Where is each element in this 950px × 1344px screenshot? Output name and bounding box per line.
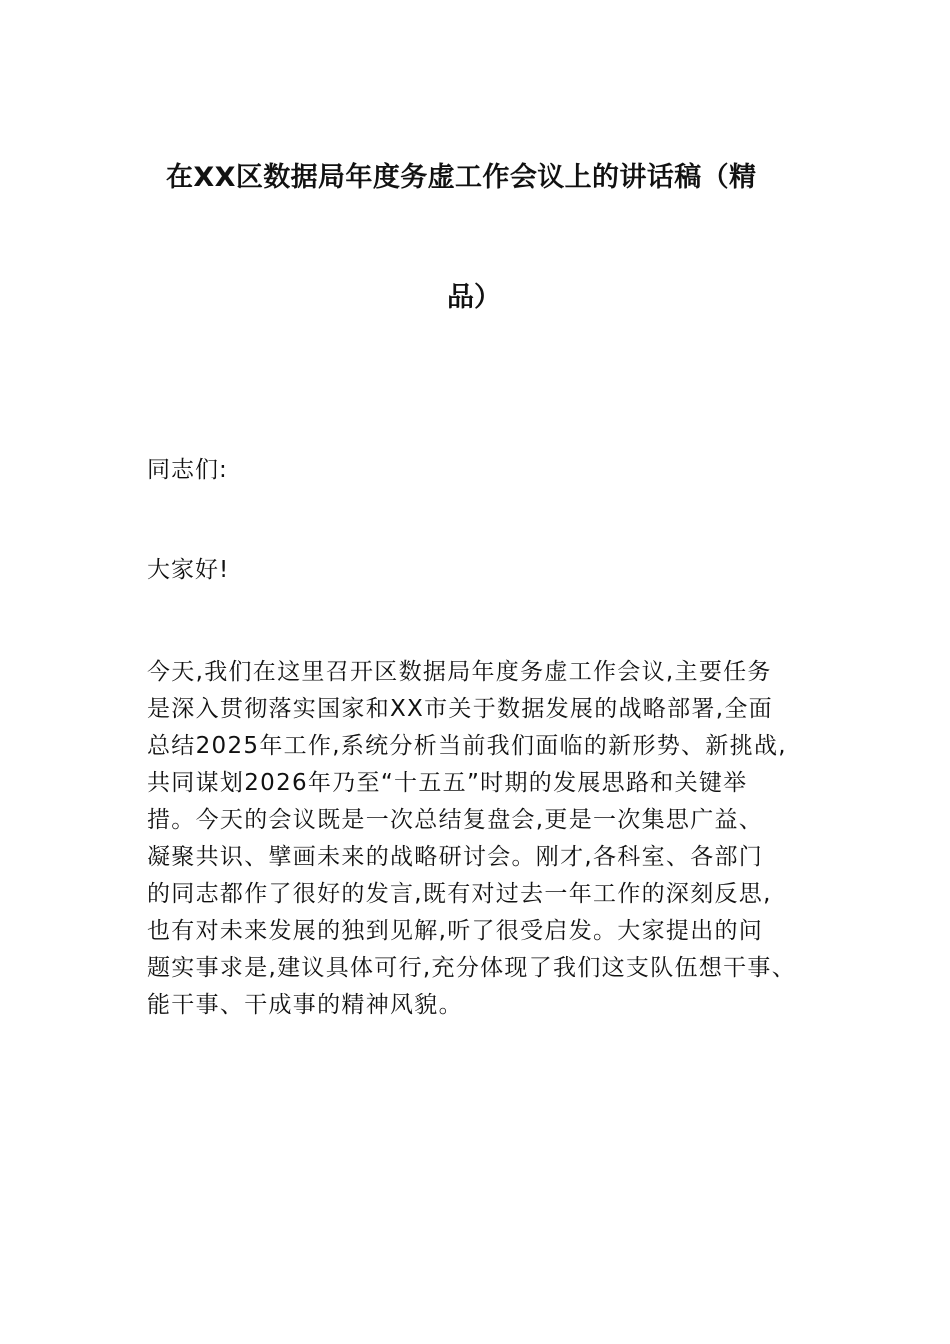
paragraph-line: 措。今天的会议既是一次总结复盘会,更是一次集思广益、 [147, 807, 764, 833]
paragraph-line: 题实事求是,建议具体可行,充分体现了我们这支队伍想干事、 [147, 955, 797, 981]
greeting: 大家好! [147, 557, 230, 583]
paragraph-line: 总结2025年工作,系统分析当前我们面临的新形势、新挑战, [147, 733, 787, 759]
document-title-line-2: 品） [447, 282, 501, 313]
paragraph-line: 是深入贯彻落实国家和XX市关于数据发展的战略部署,全面 [147, 696, 773, 722]
paragraph-line: 共同谋划2026年乃至“十五五”时期的发展思路和关键举 [147, 770, 748, 796]
paragraph-line: 也有对未来发展的独到见解,听了很受启发。大家提出的问 [147, 918, 764, 944]
document-title-line-1: 在XX区数据局年度务虚工作会议上的讲话稿（精 [166, 162, 757, 193]
paragraph-line: 能干事、干成事的精神风貌。 [147, 992, 463, 1018]
paragraph-line: 今天,我们在这里召开区数据局年度务虚工作会议,主要任务 [147, 659, 772, 685]
body-paragraph [147, 654, 847, 1024]
paragraph-line: 凝聚共识、擘画未来的战略研讨会。刚才,各科室、各部门 [147, 844, 764, 870]
paragraph-line: 的同志都作了很好的发言,既有对过去一年工作的深刻反思, [147, 881, 772, 907]
salutation: 同志们: [147, 457, 228, 483]
